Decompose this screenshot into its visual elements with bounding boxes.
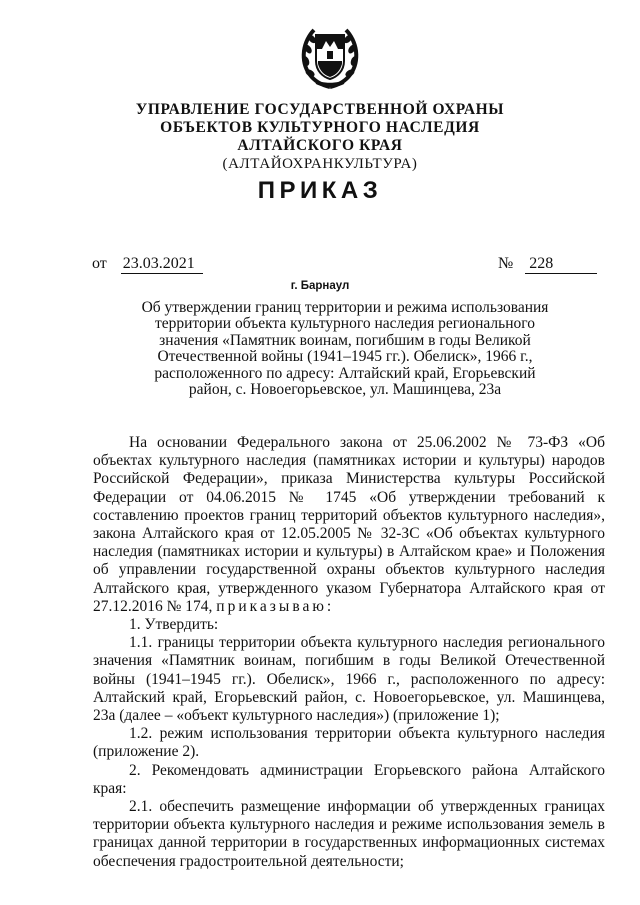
order-date (92, 255, 203, 274)
item-1-1: 1.1. границы территории объекта культурного наследия регионального значения «Памятник воинам, погибшим в годы Великой Отечественной войны (1941–1945 гг.). Обелиск», 1966 г., расположенного по адресу: Алтайский край, Егорьевский район, с. Новоегорьевское, ул. Машинцева, 23а (далее – «объект культурного наследия») (приложение 1); (93, 634, 605, 725)
altai-krai-coat-of-arms-icon (296, 21, 364, 89)
issuer-short-name: (АЛТАЙОХРАНКУЛЬТУРА) (222, 156, 418, 172)
preamble-text: На основании Федерального закона от 25.06.2002 № 73-ФЗ «Об объектах культурного наследия (памятниках истории и культуры) народов Российской Федерации», приказа Министерства культуры Российской Федерации от 04.06.2015 № 1745 «Об утверждении требований к составлению проектов границ территорий объектов культурного наследия», закона Алтайского края от 12.05.2005 № 32-ЗС «Об объектах культурного наследия (памятниках истории и культуры) в Алтайском крае» и Положения об управлении государственной охраны объектов культурного наследия Алтайского края, утвержденного указом Губернатора Алтайского края от 27.12.2016 № 174, (93, 434, 605, 615)
date-prefix: от (92, 255, 107, 272)
date-value: 23.03.2021 (121, 255, 203, 274)
item-1: 1. Утвердить: (129, 616, 219, 634)
issue-city: г. Барнаул (290, 280, 350, 292)
issuer-header (0, 101, 640, 173)
order-subject: Об утверждении границ территории и режима использования территории объекта культурного наследия регионального значения «Памятник воинам, погибшим в годы Великой Отечественной войны (1941–1945 гг.). Обелиск», 1966 г., расположенного по адресу: Алтайский край, Егорьевский район, с. Новоегорьевское, ул. Машинцева, 23а (141, 299, 549, 399)
item-2-1: 2.1. обеспечить размещение информации об утвержденных границах территории объекта культурного наследия и режиме использования земель в границах данной территории в государственных информационных системах обеспечения градостроительной деятельности; (93, 798, 605, 870)
order-word: приказываю: (216, 597, 335, 615)
number-prefix: № (498, 255, 514, 272)
issuer-name-line-3: АЛТАЙСКОГО КРАЯ (237, 137, 403, 154)
issuer-name-line-1: УПРАВЛЕНИЕ ГОСУДАРСТВЕННОЙ ОХРАНЫ (135, 101, 505, 118)
document-title: ПРИКАЗ (257, 177, 383, 204)
item-2: 2. Рекомендовать администрации Егорьевского района Алтайского края: (93, 761, 605, 797)
issuer-name-line-2: ОБЪЕКТОВ КУЛЬТУРНОГО НАСЛЕДИЯ (160, 119, 480, 136)
order-number (498, 255, 597, 274)
number-value: 228 (525, 255, 597, 274)
preamble-paragraph (93, 434, 605, 616)
order-body (93, 434, 605, 871)
item-1-2: 1.2. режим использования территории объекта культурного наследия (приложение 2). (93, 725, 605, 761)
